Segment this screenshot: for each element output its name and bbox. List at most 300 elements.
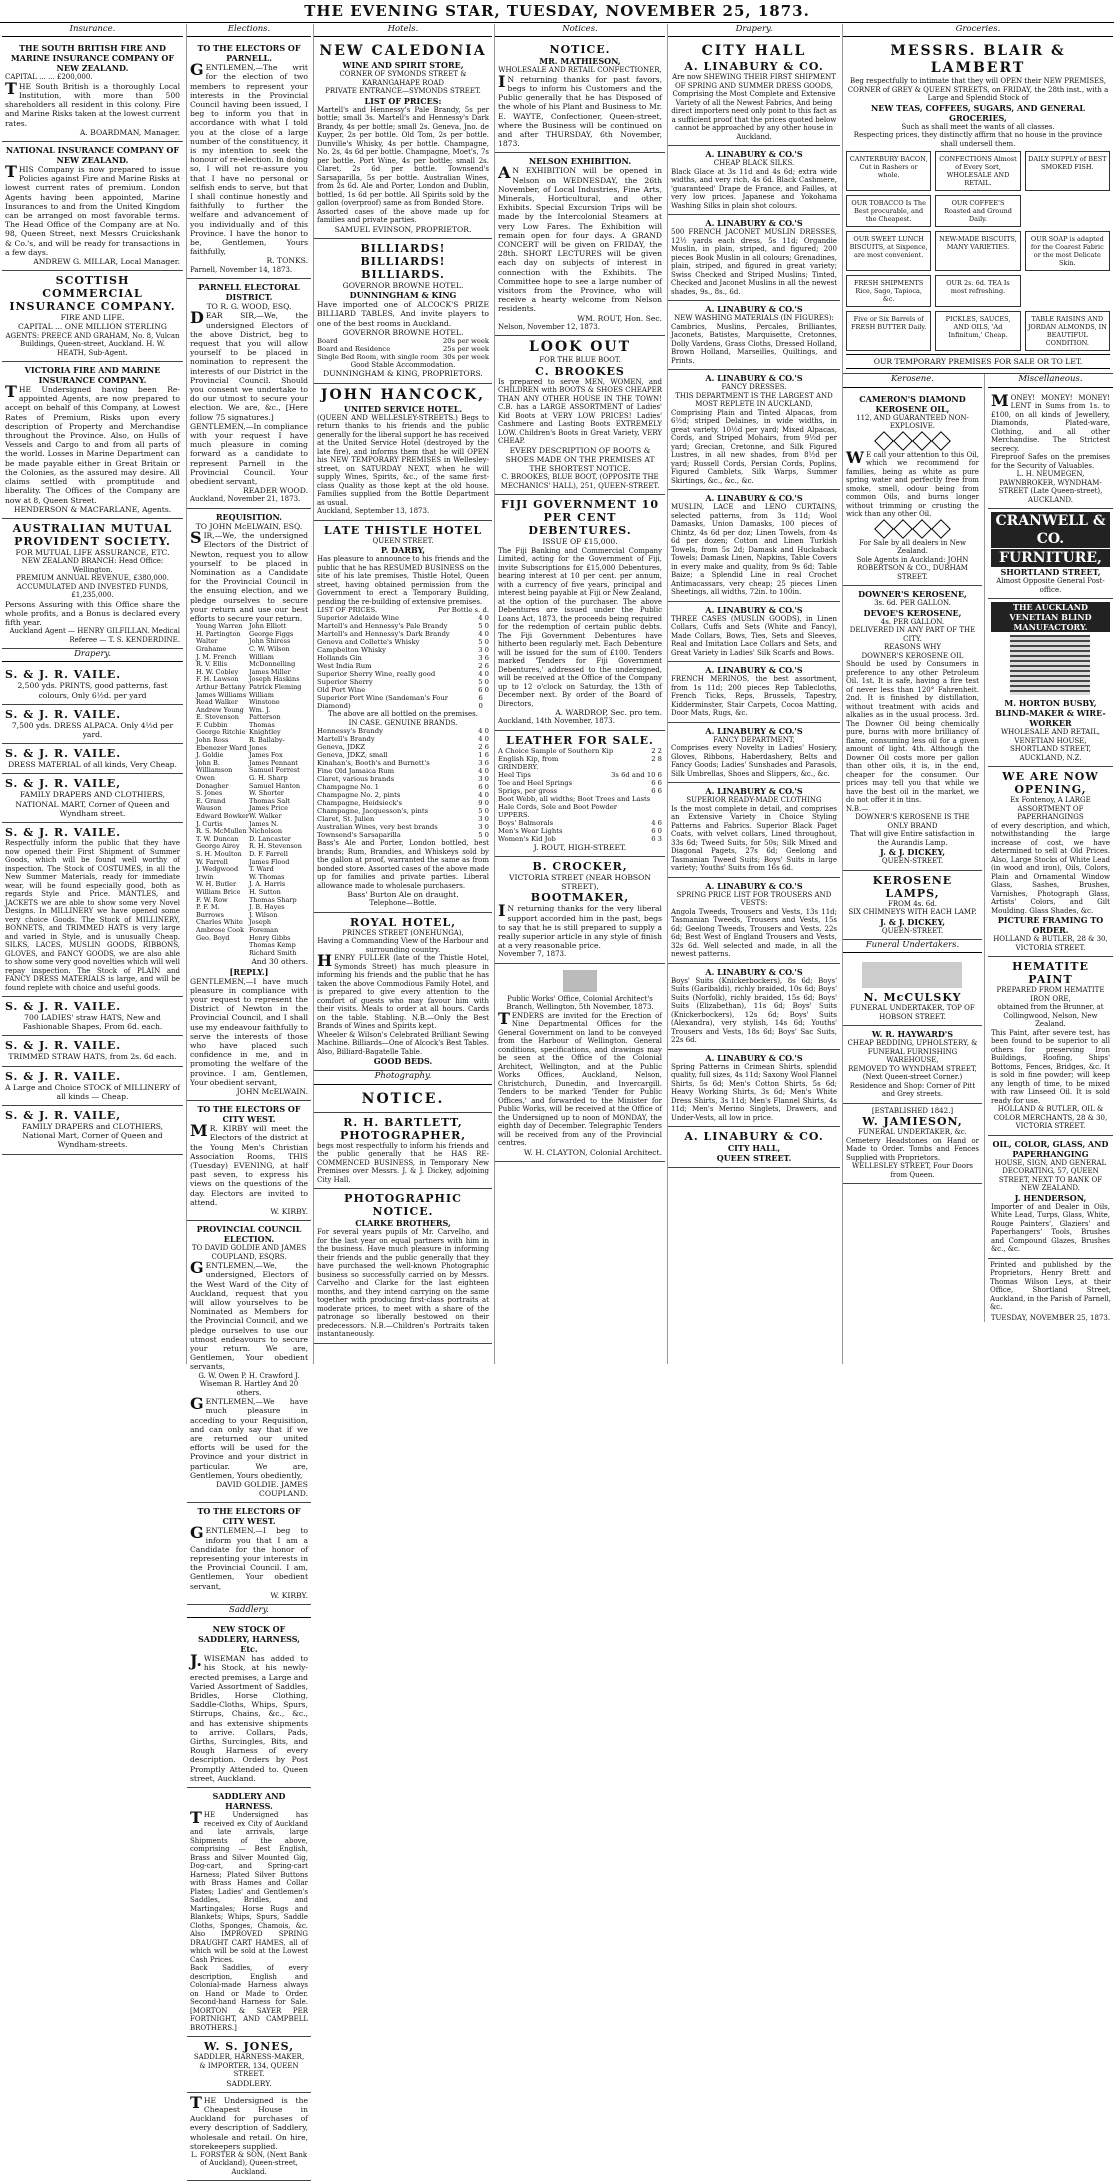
price-row [317, 686, 489, 694]
ad-body: WE call your attention to this Oil, which we recommend for families, being as white as pure spring water and perfectly free from smoke, smell, odour being from common Oils, and burns longer without trimming or crusting the wick than any other Oil. [846, 447, 979, 519]
ad-nelson-exhibition [495, 153, 665, 336]
ad-subtitle: PREPARED FROM HEMATITE IRON ORE, [996, 986, 1105, 1003]
ad-body: 500 FRENCH JACONET MUSLIN DRESSES, 12½ yards each dress, 5s 11d; Organdie Muslin, in plain, striped, and figured; 200 pieces Book Muslin in all colours; Grenadines, plain, striped, and figured in great variety; Swiss Checked and Striped Muslins; Tinted, Checked and Jaconet Muslins in all the newest shades, 9s., 8s., 6d. [671, 228, 838, 296]
leather-price-row [498, 827, 662, 835]
row-price: 4 0 [478, 791, 489, 800]
row-label: Martell's and Hennessy's Pale Brandy [317, 622, 448, 631]
masthead: THE EVENING STAR, TUESDAY, NOVEMBER 25, 1873. [0, 0, 1114, 23]
ad-body: MONEY! MONEY! MONEY! LENT in Sums from 1s. to £100, on all kinds of Jewellery, Diamonds, Plated-ware, Clothing, and all other Merchandise. The Strictest secrecy. [990, 390, 1110, 453]
ad-vaile-3 [2, 744, 183, 774]
ad-subtitle: FANCY DEPARTMENT, [713, 735, 795, 744]
section-heading-drapery-2: Drapery. [668, 24, 840, 37]
ad-body: GENTLEMEN,—The writ for the election of two members to represent your interests in the Provincial Council having been issued, I beg to inform you that in accordance with what I told you at the close of a large number of the constituency, it is my intention to seek the honour of re-election. In doing so, I will not re-assure you that I have no personal or selfish ends to serve, but that I shall continue honestly and faithfully to further the welfare and advancement of you individually and of this Province. I have the honor to be, Gentlemen, Yours faithfully, [190, 60, 308, 257]
row-price: 4 0 [478, 735, 489, 744]
price-list-title: LIST OF PRICES: [364, 95, 442, 106]
row-label: Superior Port Wine (Sandeman's Four Diamond) [317, 694, 449, 711]
ad-ws-jones [187, 2037, 311, 2093]
signatory-name: Joseph Foreman [249, 918, 279, 934]
ad-subtitle: SPRING PRICE LIST FOR TROUSERS AND VESTS: [676, 890, 832, 908]
ad-signature: W. H. CLAYTON, Colonial Architect. [523, 1147, 662, 1157]
price-row [317, 654, 489, 662]
row-label: Superior Sherry [317, 678, 373, 687]
ad-price-2: 4s. PER GALLON. [880, 617, 945, 626]
ad-title: NEW CALEDONIA [319, 43, 487, 60]
ad-firm: A. LINABURY & CO.'S [705, 725, 803, 736]
ad-body: GENTLEMEN,—I beg to inform you that I am a Candidate for the honor of representing your interests in the Provincial Council. I am, Gentlemen, Your obedient servant, [190, 1523, 308, 1591]
section-heading-kerosene: Kerosene. [843, 374, 982, 387]
ad-photo-notice [314, 1088, 492, 1113]
row-price: 6 0 [478, 686, 489, 695]
ad-title: R. H. BARTLETT, PHOTOGRAPHER, [339, 1115, 467, 1142]
ad-firm: A. LINABURY & CO.'S [705, 373, 803, 384]
case-price-row [317, 807, 489, 815]
row-price: 3s 6d and 10 6 [611, 770, 662, 779]
ad-signature: READER WOOD. [243, 486, 308, 496]
ad-body: DEAR SIR,—We, the undersigned Electors of the above District, beg to request that you will allow yourself to be placed in nomination to represent the interests of our District in the Provincial Council. Should you consent we undertake to do our utmost to secure your election. We are, &c., [Here follow 75 signatures.] [190, 308, 308, 422]
ad-title: W. R. HAYWARD'S [871, 1029, 954, 1040]
ad-blair-lambert [843, 40, 1113, 374]
signatory-name: William McDonnelling [249, 652, 296, 669]
row-label: Champagne No. 1 [317, 783, 379, 792]
ad-foot: Assorted cases of the above made up for families and private parties. [317, 207, 489, 225]
leather-price-row [498, 779, 662, 787]
ad-body: Has pleasure to announce to his friends and the public that he has RESUMED BUSINESS on the site of his late premises, Thistle Hotel, Queen street, having obtained permission from the Government to erect a Temporary Building, pending the re-building of extensive premises. [317, 555, 489, 606]
ad-body: Comprising the Most Complete and Extensive Variety of all the Newest Fabrics, And being direct importers need only point to this fact as a sufficient proof that the prices quoted below cannot be approached by any other house in Auckland. [671, 90, 837, 141]
grocery-box: OUR 2s. 6d. TEA Is most refreshing. [935, 275, 1020, 307]
ad-subtitle: Such as shall meet the wants of all classes. [901, 122, 1055, 131]
row-label: Champagne, Jacquesson's, pints [317, 807, 429, 816]
row-price: 4 0 [478, 614, 489, 623]
ad-oil-color [988, 1136, 1113, 1259]
row-label: Superior Adelaide Wine [317, 614, 399, 623]
row-label: Sprigs, per gross [498, 786, 558, 795]
ad-body: GENTLEMEN,—We, the undersigned, Electors of the West Ward of the City of Auckland, request that you will allow yourselves to be Nominated as Members for the Provincial Council, and we pledge ourselves to use our utmost endeavours to secure your return. We are, Gentlemen, Your obedient servants, [190, 1258, 308, 1372]
ad-subtitle: FUNERAL UNDERTAKER, TOP OF HOBSON STREET. [850, 1004, 975, 1021]
ad-billiards [314, 239, 492, 384]
signatory-name: James Price [249, 804, 288, 813]
signatory-name: James Flood [249, 857, 290, 866]
signatory-name: W. H. Butler [196, 880, 237, 889]
ad-title: NATIONAL INSURANCE COMPANY OF NEW ZEALAND. [5, 144, 180, 165]
row-price: 2 6 [478, 662, 489, 671]
ad-body: THIS Company is now prepared to issue Policies against Fire and Marine Risks at lowest current rates of premium. London Agents having been appointed, Marine Insurances to and from the United Kingdom can be arranged on most favorable terms. The Head Office of the Company are at No. 98, Queen Street, next Messrs Cruickshank & Co.'s, and will be ready for transactions in a few days. [5, 161, 180, 257]
case-price-row [317, 791, 489, 799]
imprint-date: TUESDAY, NOVEMBER 25, 1873. [990, 1313, 1111, 1322]
column-hotels [313, 24, 492, 1364]
ad-city-west-1 [187, 1101, 311, 1221]
ad-body: Respectfully inform the public that they have now opened their First Shipment of Summer Goods, which will be found well worthy of inspection. The Stock of COSTUMES, in all the New Summer Materials, ready for immediate wear, will be found especially good, both as regards Style and Price. MANTLES, and JACKETS we are able to show some very Novel Designs. In MILLINERY we have opened some very choice Goods. The Stock of MILLINERY, BONNETS, and TRIMMED HATS is very large and varied in Style, and is unusually Cheap. SILKS, LACES, MUSLIN GOODS, RIBBONS, GLOVES, and FANCY GOODS, we are also able to show some very good novelties which will well repay inspection. The Stock of PLAIN and FANCY DRESS MATERIALS is large, and will be found replete with choice and useful goods. [5, 839, 180, 992]
ad-body: 2,500 yds. PRINTS, good patterns, fast colours, Only 6½d. per yard [17, 681, 168, 700]
ad-kerosene-lamps [843, 871, 982, 941]
leather-price-row [498, 763, 662, 771]
ad-body: This Paint, after severe test, has been found to be superior to all others for preserving Iron Buildings, Roofing, Ships' Bottoms, Fences, Bridges, &c. It is sold in fine powder; will keep any length of time, to be mixed with raw Linseed Oil. It is sold ready for use. [990, 1028, 1110, 1105]
signatory-name: John Elliott [249, 622, 287, 631]
ad-linabury-fancy-dept [668, 723, 840, 784]
price-row [317, 694, 489, 710]
ad-forster [187, 2093, 311, 2181]
signatory-name: George Ritchie [196, 728, 246, 737]
row-label: Martell's Brandy [317, 735, 375, 744]
row-label: UPPERS. [498, 810, 530, 819]
section-heading-elections: Elections. [187, 24, 311, 37]
case-list [317, 727, 489, 839]
signatory-name: W. Farrell [196, 857, 228, 866]
signatory-name: John Ross [196, 736, 229, 745]
ad-body: MUSLIN, LACE and LENO CURTAINS, selected patterns, from 3s 11d; Wool Damasks, Union Damasks, 100 pieces of Chintz, 4s 6d per doz; Linen Towels, from 4s 6d per dozen; Cotton and Linen Turkish Towels, from 5s 2d; Damask and Huckaback Towels; Damask Linen, Napkins, Table Covers in every make and quality, from 9s 6d; Table Baize; a Splendid Line in real Crochet Antimacassars, very cheap; 25 pieces Linen Sheetings, all widths, 72in. to 100in. [671, 503, 837, 597]
leather-price-row [498, 803, 662, 811]
ad-vaile-7 [2, 1036, 183, 1066]
ad-title: THE SOUTH BRITISH FIRE AND MARINE INSURANCE COMPANY OF NEW ZEALAND. [10, 43, 175, 74]
ad-signature: J. & J. DICKEY, [879, 847, 945, 858]
ad-issue: ISSUE OF £15,000. [542, 537, 618, 547]
signatory-name: J. B. Hayes [249, 903, 285, 912]
leather-price-row [498, 811, 662, 819]
ad-body: Boys' Suits (Knickerbockers), 8s 6d; Boys' Suits (Garibaldi), richly braided, 10s 6d; Boys' Suits (Norfolk), richly braided, 15s 6d; Boys' Suits (Elizabethan), 11s 6d; Boys' Suits (Knickerbockers), 12s 6d; Boys' Suits (Alexandra), very stylish, 14s 6d; Youths' Trousers and Vests, 18s 6d; Boys' Sac Suits, 22s 6d. [671, 976, 837, 1045]
ad-subtitle: FOR MUTUAL LIFE ASSURANCE, ETC. [15, 547, 170, 557]
ad-body: Comprising Plain and Tinted Alpacas, from 6½d; striped Delaines, in wide widths, in great variety, 10½d per yard; Mixed Alpacas, Cords, and Striped Mohairs, from 9½d per yard; Grecian, Cretonne, and Silk Figured Lustres, in all new shades, from 8½d per yard; Russell Cords, Persian Cords, Poplins, Figured Camblets, Silk Warps, Summer Skirtings, &c., &c., &c. [671, 408, 837, 485]
signatory-name: Read Walker [196, 698, 238, 707]
signatory-name: James Fox [249, 751, 283, 760]
ad-body: The Fiji Banking and Commercial Company Limited, acting for the Government of Fiji, invite Subscriptions for £15,000 Debentures, bearing interest at 10 per cent. per annum, with a currency of five years, principal and interest being payable at Fiji or New Zealand, at the option of the purchaser. The above Debentures are issued under the Public Loans Act, 1873, the proceeds being required for the redemption of certain public debts. The Fiji Government Debentures have hitherto been regularly met. Each Debenture will be issued for the sum of £100. Tenders marked 'Tenders for Fiji Government Debentures,' addressed to the undersigned, will be received at the Office of the Company up to 12 o'clock on Saturday, the 13th of December next. By order of the Board of Directors, [498, 546, 662, 708]
signatory-name: William Winstone [249, 690, 280, 707]
leather-price-list [498, 747, 662, 843]
hearse-icon [862, 962, 962, 988]
ad-body: Have imported one of ALCOCK'S PRIZE BILLIARD TABLES, And invite players to one of the best rooms in Auckland. [317, 300, 489, 328]
ad-body: of every description, and which, notwithstanding the large increase of cost, we have determined to sell at Old Prices. Also, Large Stocks of White Lead (in wood and iron), Oils, Colors, Plain and Ornamental Window Glass, Sashes, Brushes, Varnishes, Photograph Glass, Artists' Colors, and Gilt Moulding. Glass Shades, &c. [990, 821, 1110, 915]
ad-title: W. JAMIESON, [862, 1115, 963, 1129]
ad-parnell-district [187, 279, 311, 509]
grocery-box: TABLE RAISINS AND JORDAN ALMONDS, IN BEAUTIFUL CONDITION. [1025, 311, 1110, 351]
signatory-name: E. Stevenson [196, 713, 239, 722]
signatory-name: George Airey [196, 842, 240, 851]
signatory-name: Walter Grahame [196, 637, 227, 653]
diamond-icon [893, 519, 913, 539]
ad-signature: WM. ROUT, Hon. Sec. [577, 313, 662, 323]
ad-subtitle: WINE AND SPIRIT STORE, [342, 60, 464, 71]
ad-goods: NEW TEAS, COFFEES, SUGARS, AND GENERAL GROCERIES, [870, 102, 1086, 123]
ad-linabury-shirts [668, 1050, 840, 1128]
grocery-box: PICKLES, SAUCES, AND OILS, 'Ad Infinitum,' Cheap. [935, 311, 1020, 351]
section-heading-drapery: Drapery. [2, 649, 183, 662]
ad-body: For several years pupils of Mr. Carvelho, and for the last year on equal partners with him in the business. Have much pleasure in informing their friends and the public generally that they have purchased the well-known Photographic business so successfully carried on by Messrs. Carvelho and Clarke for the last eighteen months, and they intend carrying on the same together with producing first-class portraits at moderate prices, to meet with a share of the patronage so liberally bestowed on their predecessors. N.B.—Children's Portraits taken instantaneously. [317, 1228, 489, 1339]
ad-firm: A. LINABURY & CO.'S [705, 304, 803, 315]
signatory-name: James Williams [196, 690, 247, 699]
ad-removed: REMOVED TO WYNDHAM STREET, (Next Queen-street Corner.) [848, 1064, 977, 1082]
ad-body: IN returning thanks for past favors, begs to inform his Customers and the Public generally that he has Disposed of the whole of his Plant and Business to Mr. E. WAYTE, Confectioner, Queen-street, where the Business will be continued on and after THURSDAY, 6th November, 1873. [498, 71, 662, 149]
ad-proprietor: P. DARBY, [380, 545, 426, 556]
ad-branch: NEW ZEALAND BRANCH: Head Office: Wellington. [21, 557, 164, 574]
ad-body: THE Undersigned is the Cheapest House in Auckland for purchases of every description of Saddlery, wholesale and retail. On hire, storekeepers supplied. [190, 2092, 308, 2151]
diamond-icon [912, 519, 932, 539]
ad-heading: Public Works' Office, Colonial Architect's Branch, Wellington, 5th November, 1873. [506, 994, 654, 1012]
ad-subtitle: 112, AND GUARANTEED NON-EXPLOSIVE. [856, 413, 969, 431]
ad-subtitle: Ex Fontenoy, A LARGE ASSORTMENT OF PAPERHANGINGS [1010, 796, 1091, 822]
row-price: 25s per week [442, 344, 489, 353]
ad-subtitle: CHEAP BLACK SILKS. [713, 159, 795, 168]
ad-body: THREE CASES (MUSLIN GOODS), in Linen Collars, Cuffs and Sets (White and Fancy), Made Collars, Bows, Ties, Sets and Sleeves, Real and Imitation Lace Collars and Sets, and Great Variety in Ladies' Silk Scarfs and Bows. [671, 614, 837, 657]
ad-body: FAMILY DRAPERS AND CLOTHIERS, NATIONAL MART, Corner of Queen and Wyndham street. [15, 790, 170, 818]
section-heading-photography: Photography. [314, 1071, 492, 1084]
ad-signature: J. & J. DICKEY, [879, 916, 945, 927]
case-price-row [317, 823, 489, 831]
row-price: 6 6 [651, 786, 662, 795]
ad-title: HEMATITE PAINT [1012, 960, 1089, 987]
ad-neumegen [988, 391, 1113, 510]
ad-body: FRENCH MERINOS, the best assortment, from 1s 11d; 200 pieces Rep Tablecloths, French Ticks, Reps, Brussels, Tapestry, Kidderminster, Stair Carpets, Cocoa Matting, Door Mats, Rugs, &c. [671, 675, 837, 718]
ad-crocker [495, 857, 665, 964]
ad-address: QUEEN-STREET. [881, 857, 944, 866]
ad-title-2: DEVOE'S KEROSENE, [863, 607, 962, 618]
signatory-name: J. Wedgwood Irwin [196, 865, 239, 881]
ad-firm: A. LINABURY & CO.'S [705, 786, 803, 797]
grocery-box: FRESH SHIPMENTS Rice, Sago, Tapioca, &c. [846, 275, 931, 307]
price-row [317, 670, 489, 678]
ad-subtitle: CLARKE BROTHERS, [355, 1218, 451, 1229]
section-heading-groceries: Groceries. [843, 24, 1113, 37]
case-list-title: IN CASE. GENUINE BRANDS. [348, 718, 458, 727]
ad-body: Cambrics, Muslins, Percales, Brilliantes, Jaconets, Batistes, Marquisette, Cretonnes, Dolly Vardens, Grass Cloths, Dressed Holland, Brown Holland, Marseilles, Quiltings, and Prints. [671, 322, 837, 365]
kerosene-column [843, 374, 985, 1322]
ad-title: KEROSENE LAMPS, [872, 873, 953, 900]
ad-linabury-merinos [668, 662, 840, 723]
signatory-name: Joseph Haskins [249, 675, 300, 684]
ad-parnell-election [187, 40, 311, 279]
diamond-icons [846, 522, 979, 536]
row-price: 3 6 [478, 654, 489, 663]
signatory-name: J. A. Harris [249, 880, 286, 889]
ad-income: PREMIUM ANNUAL REVENUE, £380,000. ACCUMULATED AND INVESTED FUNDS, £1,235,000. [16, 574, 169, 600]
ad-title: S. & J. R. VAILE, [5, 1109, 122, 1123]
ad-to: TO R. G. WOOD, ESQ. [206, 302, 292, 312]
signatory-name: R. V. Ellis [196, 660, 228, 669]
row-label: Geneva, JDKZ, small [317, 751, 388, 760]
ad-address: QUEEN STREET. [716, 1153, 792, 1164]
price-col-head: Per Bottle s. d. [438, 606, 489, 615]
ad-title: TO THE ELECTORS OF PARNELL. [197, 43, 301, 64]
ad-capital: CAPITAL ... ... £200,000. [5, 73, 93, 82]
row-label: Champagne No. 2, pints [317, 791, 401, 800]
ad-body: J.WISEMAN has added to his Stock, at his newly-erected premises, a Large and Varied Assortment of Saddles, Bridles, Horse Clothing, Saddle-Cloths, Whips, Spurs, Stirrups, Chains, &c., &c., and has extensive shipments to arrive. Collars, Pads, Girths, Surcingles, Bits, and Rough Harness of every description. Orders by Post Promptly Attended to. Queen street, Auckland. [190, 1651, 308, 1783]
row-price: 3 0 [478, 815, 489, 824]
signatory-name: Ebenezer Ward [196, 743, 247, 752]
ad-linabury-curtains [668, 490, 840, 602]
ad-title: NEW STOCK OF SADDLERY, HARNESS, Etc. [198, 1624, 300, 1655]
diamond-icon [912, 431, 932, 451]
ad-vaile-9 [2, 1106, 183, 1155]
ad-body: begs most respectfully to inform his friends and the public generally that he HAS RE-COMMENCED BUSINESS, in Temporary New Premises over Messrs. J. & J. Dickey, adjoining City Hall. [317, 1141, 489, 1184]
row-price: 3 0 [478, 775, 489, 784]
ad-maker: M. HORTON BUSBY, BLIND-MAKER & WIRE-WORKER [995, 698, 1106, 729]
ad-subtitle: Are now SHEWING THEIR FIRST SHIPMENT OF SPRING AND SUMMER DRESS GOODS, [672, 73, 836, 90]
ad-foot: Back Saddles, of every description, English and Colonial-made Harness always on Hand or Made to Order. Second-hand Harness for Sale. [MORTON & SAYER PER FORTNIGHT, AND CAMPBELL BROTHERS.] [190, 1964, 308, 2032]
ad-firm: A. LINABURY & CO.'S [705, 218, 803, 229]
miscellaneous-column [985, 374, 1113, 1322]
ad-body: THE South British is a thoroughly Local Institution, with more than 500 shareholders all resident in this colony. Fire and Marine Risks taken at the lowest current rates. [5, 78, 180, 128]
ad-subtitle: FIRE AND LIFE. [60, 313, 125, 323]
grocery-box: DAILY SUPPLY of BEST SMOKED FISH. [1025, 151, 1110, 191]
ad-firm: A. LINABURY & CO.'S [705, 665, 803, 676]
ad-title: CAMERON'S DIAMOND KEROSENE OIL, [859, 393, 966, 414]
column-elections [186, 24, 311, 2176]
column-insurance [2, 24, 183, 1364]
signatory-name: John Shiress [249, 637, 291, 646]
ad-title: TO THE ELECTORS OF CITY WEST. [197, 1104, 301, 1125]
ad-body: Martell's and Hennessy's Pale Brandy, 5s per bottle; small 3s. Martell's and Hennessy's Dark Brandy, 4s per bottle; small 2s. Geneva, Jno. de Kuyper, 2s per bottle. Old Tom, 2s per bottle. Dunville's Whisky, 4s per bottle. Champagne, No. 2s, 4s 6d per bottle. Champagne, Moet's, 7s per bottle. Port Wine, 4s per bottle; small 2s. Claret, 2s 6d per bottle. Townsend's Sarsaparilla, 5s per bottle. Australian Wines, from 2s 6d. Ale and Porter, London and Dublin, bottled, 1s 6d per bottle. All Spirits sold by the gallon (overproof) same as from Bonded Store. [317, 105, 489, 208]
row-label: Men's Wear Lights [498, 826, 563, 835]
ad-address: SHORTLAND STREET, [1000, 567, 1101, 578]
signatory-name: S. H. Moulton [196, 849, 242, 858]
ad-title: LATE THISTLE HOTEL [323, 523, 483, 537]
ad-subtitle: HOUSE, SIGN, AND GENERAL DECORATING, 57, QUEEN STREET, NEXT TO BANK OF NEW ZEALAND. [994, 1158, 1107, 1193]
row-label: Townsend's Sarsaparilla [317, 831, 401, 840]
signatory-name: R. Ballaby-Jones [249, 736, 285, 752]
kerosene-misc-row [843, 374, 1113, 1322]
signatures-left [196, 623, 249, 957]
signatory-name: J. Wilson [249, 910, 278, 919]
signatory-name: Richard Smith [249, 948, 297, 957]
signatory-name: T. Ward [249, 865, 274, 874]
ad-title: TO THE ELECTORS OF CITY WEST. [197, 1506, 301, 1527]
row-price: 1 6 [478, 751, 489, 760]
ad-vaile-5 [2, 823, 183, 997]
ad-name: C. BROOKES [535, 364, 625, 378]
signatory-name: John B. Williamson [196, 758, 233, 775]
ad-subtitle: WHOLESALE AND RETAIL, VENETIAN HOUSE, SHORTLAND STREET, AUCKLAND, N.Z. [1000, 728, 1100, 762]
ad-address: WELLESLEY STREET, Four Doors from Queen. [852, 1162, 973, 1179]
ad-title: S. & J. R. VAILE. [5, 1069, 122, 1083]
ad-signature: GOOD BEDS. [373, 1056, 433, 1067]
ad-john-hancock [314, 384, 492, 521]
reply-title: [REPLY.] [229, 966, 269, 977]
ad-date: Nelson, November 12, 1873. [498, 322, 600, 331]
ad-subtitle: UNITED SERVICE HOTEL. [343, 403, 463, 414]
ad-signature: W. KIRBY. [270, 1590, 308, 1600]
ad-linabury-washing [668, 301, 840, 370]
case-price-row [317, 831, 489, 839]
row-label: Women's Kid Job [498, 834, 556, 843]
ad-title: VICTORIA FIRE AND MARINE INSURANCE COMPANY. [24, 365, 161, 386]
ad-subtitle-2: obtained from the Brunner, at Collingwood, Nelson, New Zealand. [997, 1003, 1104, 1029]
ad-linabury-trousers [668, 878, 840, 964]
ad-nb: N.B.— [846, 804, 869, 813]
ad-firm: A. LINABURY & CO. [684, 1130, 824, 1144]
ad-signature: DUNNINGHAM & KING, PROPRIETORS. [323, 369, 483, 379]
ad-subtitle: CHEAP BEDDING, UPHOLSTERY, & FUNERAL FURNISHING WAREHOUSE, [847, 1039, 978, 1065]
row-price: 9 0 [478, 799, 489, 808]
ad-signature: Auckland Agent — HENRY GILFILLAN. Medical Referee — T. S. KENDERDINE. [9, 627, 180, 644]
ad-body: Black Glace at 3s 11d and 4s 6d; extra wide widths, and very rich, 4s 6d. Black Cashmere, 'guaranteed' Drape de France, and Failles, at very low prices. Japanese and Yokohama Washing Silks in plain shot colours. [671, 167, 837, 210]
row-label: West India Rum [317, 662, 372, 671]
board-rate-row [317, 353, 489, 361]
signatory-name: Owen Donagher [196, 774, 229, 790]
ad-date: Auckland, September 13, 1873. [317, 507, 430, 516]
ad-residence: Residence and Shop: Corner of Pitt and Grey streets. [849, 1081, 976, 1099]
signatory-name: J. M. French [196, 652, 237, 661]
ad-bartlett [314, 1113, 492, 1190]
ad-body: Should be used by Consumers in preference to any other Petroleum Oil. 1st. It is safe, having a fire test of never less than 120° Fahrenheit. 2nd. It is finished by distillation, without treatment with acids and alkalies as in the usual process. 3rd. The Downer Oil being chemically pure, burns with more brilliancy of flame, consuming less oil for a given amount of light. 4th. Although the Downer Oil costs more per gallon than other oils, it is, in the end, cheaper for the consumer. Our prices may tell you that while we have the best oil in the market, we do not offer it in tins. [846, 660, 979, 805]
ad-body: THE Undersigned has received ex City of Auckland and late arrivals, large Shipments of the above, comprising — Best English, Brass and Silver Mounted Gig, Dog-cart, and Spring-cart Harness; Plated Silver Buttons with Brass Hames and Collar Plates; Ladies' and Gentlemen's Saddles, Bridles, and Martingales; Horse Rugs and Blankets; Whips, Spurs, Saddle Cloths, Sponges, Chamois, &c. Also IMPROVED SPRING DRAUGHT CART HAMES, all of which will be sold at the Lowest Cash Prices. [190, 1808, 308, 1964]
ad-tag: BOOTMAKER, [530, 891, 630, 905]
price-list-title: LIST OF PRICES. [317, 606, 378, 615]
signatures-more: And 30 others. [251, 957, 308, 967]
case-price-row [317, 767, 489, 775]
ad-downers-devoes [843, 586, 982, 871]
ad-mcculsky [843, 956, 982, 1026]
ad-stabling: Good Stable Accommodation. [350, 360, 456, 369]
leather-price-row [498, 835, 662, 843]
row-price: 4 0 [478, 727, 489, 736]
ad-vaile-4 [2, 774, 183, 823]
ad-body: Importer of and Dealer in Oils, White Lead, Turps, Glass, White, Rouge Painters', Glaziers' and Paperhangers' Tools, Brushes and Compound Glazes, Brushes &c., &c. [990, 1202, 1110, 1254]
ad-camerons [843, 391, 982, 587]
ad-established: [ESTABLISHED 1842.] [871, 1106, 954, 1115]
signatory-name: H. W. Cobley [196, 667, 239, 676]
ad-signature: SAMUEL EVINSON, PROPRIETOR. [334, 224, 472, 234]
ad-signature: HOLLAND & BUTLER, OIL & COLOR MERCHANTS, 28 & 30, VICTORIA STREET. [993, 1105, 1108, 1131]
grocery-box [1025, 195, 1110, 227]
ad-blue-boot [495, 336, 665, 495]
ad-to: TO DAVID GOLDIE AND JAMES COUPLAND, ESQRS. [191, 1244, 307, 1261]
ad-safes: Fireproof Safes on the premises for the Security of Valuables. [990, 453, 1110, 470]
ad-body: Beg respectfully to intimate that they will OPEN their NEW PREMISES, CORNER of GREY & QUEEN STREETS, on FRIDAY, the 28th inst., with a Large and Splendid Stock of [847, 77, 1109, 103]
ad-vaile-8 [2, 1067, 183, 1106]
ad-subtitle: DOWNER'S KEROSENE OIL [861, 651, 964, 660]
ad-title: MESSRS. BLAIR & LAMBERT [890, 43, 1066, 77]
ad-date: Auckland, November 21, 1873. [190, 495, 301, 504]
ad-title: CRANWELL & CO. [991, 512, 1110, 548]
row-label: GRINDERY. [498, 762, 539, 771]
row-label: Geneva and Collette's Whisky [317, 638, 420, 647]
ad-firm: A. LINABURY & CO.'S [705, 1052, 803, 1063]
ad-title: N. McCULSKY [863, 991, 962, 1005]
ad-linabury-fancy-dresses [668, 370, 840, 490]
row-label: Board and Residence [317, 344, 391, 353]
ad-title: S. & J. R. VAILE. [5, 1039, 122, 1053]
grocery-box: NEW-MADE BISCUITS, MANY VARIETIES. [935, 231, 1020, 271]
ad-to: TO JOHN McELWAIN, ESQ. [195, 521, 303, 531]
grocery-box: OUR SOAP is adapted for the Coarest Fabric or the most Delicate Skin. [1025, 231, 1110, 271]
signatory-name: William Brice [196, 887, 241, 896]
signatory-name: Young Warren [196, 622, 243, 631]
ad-signature: HOLLAND & BUTLER, 28 & 30, VICTORIA STREET. [993, 935, 1108, 952]
row-price: 3 0 [478, 646, 489, 655]
signatory-name: Andrew Young [196, 705, 244, 714]
grocery-boxes [846, 151, 1110, 351]
price-list-note: The above are all bottled on the premises. [328, 710, 478, 719]
row-price: 4 0 [478, 670, 489, 679]
ad-title: S. & J. R. VAILE. [5, 1000, 122, 1014]
price-row [317, 662, 489, 670]
section-heading-funeral: Funeral Undertakers. [843, 940, 982, 953]
row-label: Australian Wines, very best brands [317, 823, 438, 832]
ad-jamieson [843, 1104, 982, 1185]
row-price: 6 0 [478, 694, 483, 711]
row-price: 6 0 [651, 826, 662, 835]
row-price: 6 6 [651, 778, 662, 787]
ad-firm: A. LINABURY & CO. [684, 60, 824, 74]
price-row [317, 678, 489, 686]
ad-subtitle-2: GOVERNOR BROWNE HOTEL. [342, 327, 464, 337]
ad-leather [495, 731, 665, 857]
diamond-icon [874, 519, 894, 539]
row-price: 30s per week [442, 352, 489, 361]
ad-framing: PICTURE FRAMING TO ORDER. [997, 915, 1104, 936]
row-price: 2 8 [651, 754, 662, 763]
leather-price-row [498, 747, 662, 755]
ad-scottish-commercial [2, 271, 183, 362]
ad-signature: A. BOARDMAN, Manager. [79, 127, 180, 137]
signatory-name: H. Sutton [249, 887, 281, 896]
